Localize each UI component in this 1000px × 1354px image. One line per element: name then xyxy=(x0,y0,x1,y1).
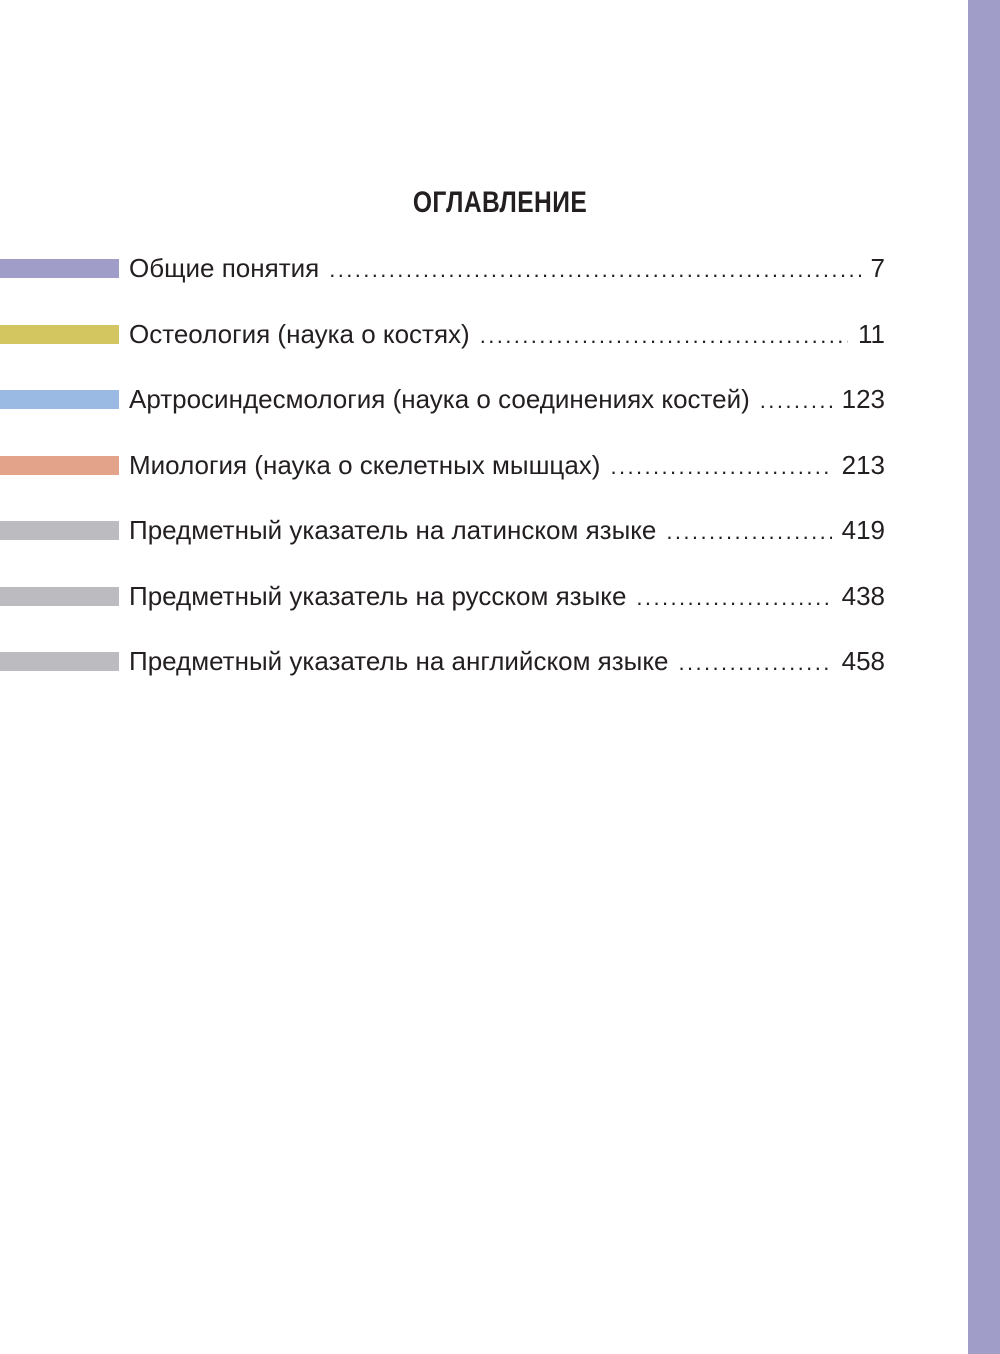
toc-entry-myology[interactable] xyxy=(0,441,900,507)
toc-entry-title: Миология (наука о скелетных мышцах) xyxy=(129,449,601,480)
toc-page-number: 458 xyxy=(841,646,885,676)
toc-entry-title: Предметный указатель на английском языке xyxy=(129,646,669,676)
toc-entry-index-english[interactable] xyxy=(0,637,900,703)
dot-leader xyxy=(610,447,831,487)
dot-leader xyxy=(666,512,831,552)
section-color-bar xyxy=(0,259,119,278)
toc-page-number: 123 xyxy=(841,384,885,414)
page-title: ОГЛАВЛЕНИЕ xyxy=(412,186,588,219)
toc-page-number: 7 xyxy=(870,253,885,283)
toc-page-number: 438 xyxy=(841,580,885,611)
dot-leader xyxy=(329,250,860,290)
section-color-bar xyxy=(0,652,119,671)
toc-page-number: 419 xyxy=(841,515,885,545)
edge-color-tab xyxy=(968,0,1000,1354)
toc-entry-general[interactable] xyxy=(0,244,900,310)
section-color-bar xyxy=(0,325,119,344)
toc-page-number: 213 xyxy=(841,449,885,480)
dot-leader xyxy=(760,381,832,421)
table-of-contents xyxy=(0,244,900,703)
toc-entry-index-russian[interactable] xyxy=(0,572,900,638)
toc-entry-title: Артросиндесмология (наука о соединениях костей) xyxy=(129,384,750,414)
toc-entry-arthrosyndesmology[interactable] xyxy=(0,375,900,441)
section-color-bar xyxy=(0,521,119,540)
section-color-bar xyxy=(0,390,119,409)
section-color-bar xyxy=(0,456,119,475)
toc-entry-title: Общие понятия xyxy=(129,253,320,283)
dot-leader xyxy=(636,578,831,618)
dot-leader xyxy=(480,316,848,356)
section-color-bar xyxy=(0,587,119,606)
toc-entry-index-latin[interactable] xyxy=(0,506,900,572)
toc-entry-title: Предметный указатель на латинском языке xyxy=(129,515,657,545)
toc-entry-osteology[interactable] xyxy=(0,310,900,376)
dot-leader xyxy=(679,643,832,683)
toc-entry-title: Предметный указатель на русском языке xyxy=(129,580,627,611)
toc-entry-title: Остеология (наука о костях) xyxy=(129,318,470,349)
toc-page-number: 11 xyxy=(858,318,885,349)
